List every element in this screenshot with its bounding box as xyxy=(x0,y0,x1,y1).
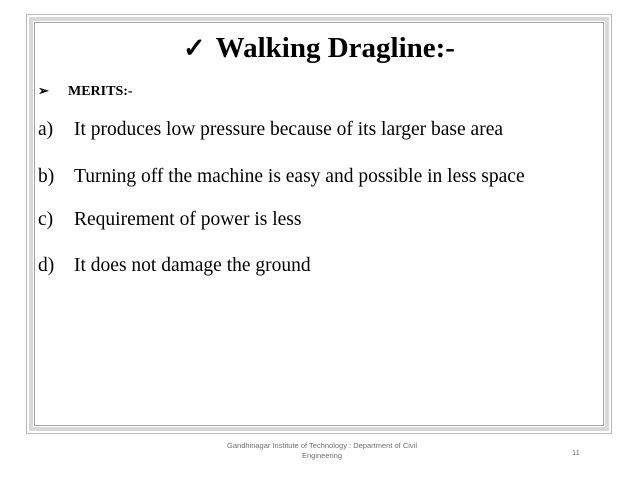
footer-institution xyxy=(210,441,434,461)
slide-title-text: Walking Dragline:- xyxy=(215,32,455,64)
list-item-marker: a) xyxy=(38,119,54,140)
slide-title xyxy=(0,32,638,65)
list-item xyxy=(38,166,525,188)
list-item-text: Turning off the machine is easy and possible in less space xyxy=(74,166,525,187)
list-item-marker: b) xyxy=(38,166,55,187)
section-heading-text: MERITS:- xyxy=(68,84,133,99)
list-item-text: It produces low pressure because of its larger base area xyxy=(74,119,503,140)
list-item-marker: d) xyxy=(38,255,55,276)
page-number: 11 xyxy=(572,448,580,457)
section-heading xyxy=(38,83,133,100)
list-item-text: Requirement of power is less xyxy=(74,209,302,230)
footer-line-1: Gandhinagar Institute of Technology : Department of Civil xyxy=(227,441,417,450)
arrowhead-bullet-icon: ➢ xyxy=(38,83,49,98)
list-item-marker: c) xyxy=(38,209,54,230)
list-item xyxy=(38,255,311,277)
list-item xyxy=(38,119,503,141)
list-item-text: It does not damage the ground xyxy=(74,255,311,276)
footer-line-2: Engineering xyxy=(301,451,343,460)
checkmark-icon: ✓ xyxy=(183,33,206,63)
list-item xyxy=(38,209,301,231)
